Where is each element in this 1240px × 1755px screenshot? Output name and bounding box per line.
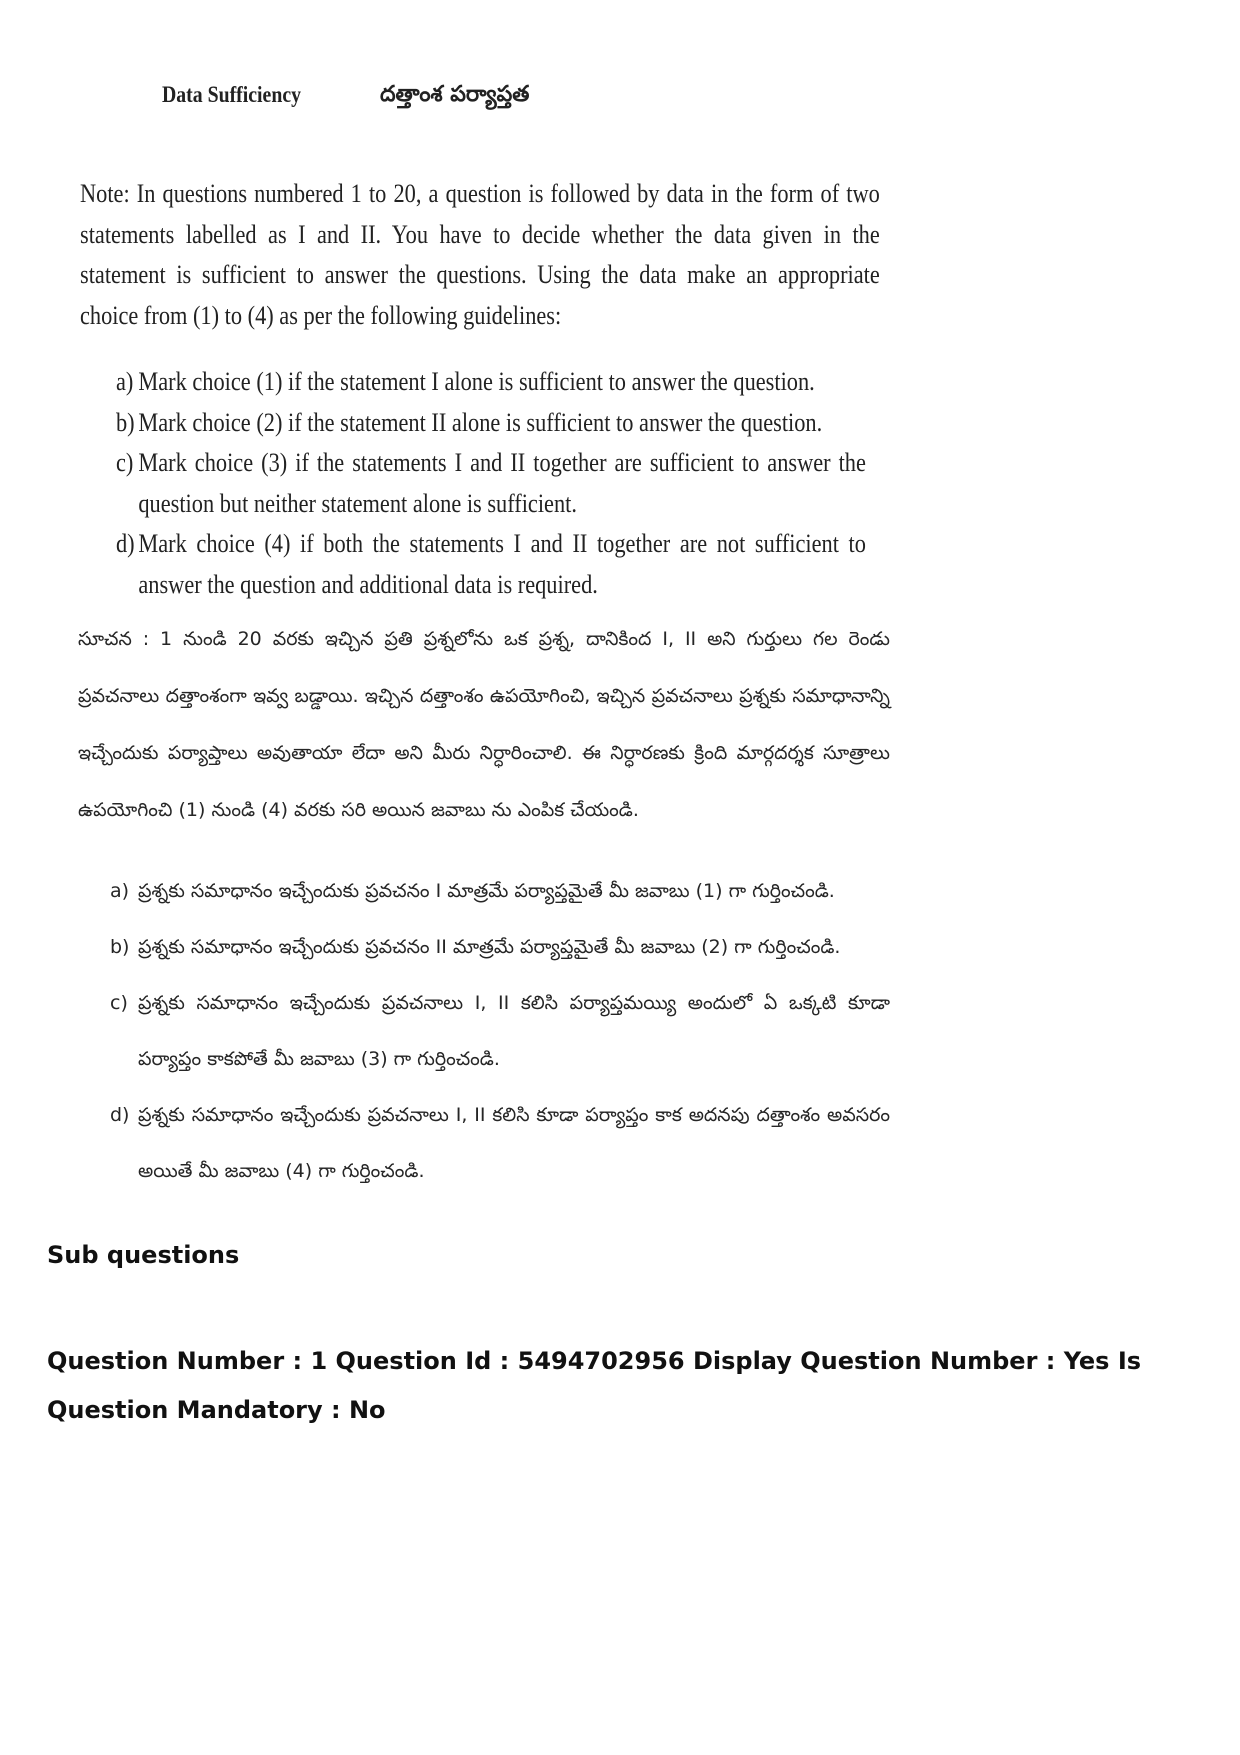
guideline-text: ప్రశ్నకు సమాధానం ఇచ్చేందుకు ప్రవచనాలు I, II కలిసి కూడా పర్యాప్తం కాక అదనపు దత్తాంశం అవసరం అయితే మీ జవాబు (4) గా గుర్తించండి. bbox=[138, 1104, 890, 1182]
guideline-english-item bbox=[116, 403, 866, 444]
guideline-text: Mark choice (4) if both the statements I and II together are not sufficient to answer the question and additional data is required. bbox=[138, 529, 866, 599]
note-english: Note: In questions numbered 1 to 20, a question is followed by data in the form of two statements labelled as I and II. You have to decide whether the data given in the statement is sufficient to answer the questions. Using the data make an appropriate choice from (1) to (4) as per the following guidelines: bbox=[80, 179, 880, 330]
guideline-telugu-item bbox=[110, 975, 890, 1087]
guideline-marker: b) bbox=[116, 407, 135, 437]
section-heading bbox=[162, 70, 908, 130]
guideline-text: Mark choice (3) if the statements I and II together are sufficient to answer the question but neither statement alone is sufficient. bbox=[138, 448, 866, 518]
guideline-text: ప్రశ్నకు సమాధానం ఇచ్చేందుకు ప్రవచనం II మాత్రమే పర్యాప్తమైతే మీ జవాబు (2) గా గుర్తించండి. bbox=[138, 936, 841, 958]
guideline-marker: a) bbox=[116, 367, 134, 396]
guideline-marker: d) bbox=[116, 529, 135, 558]
guideline-marker: c) bbox=[110, 992, 128, 1014]
guideline-marker: b) bbox=[110, 936, 130, 958]
guideline-english-item bbox=[116, 524, 866, 605]
guideline-text: ప్రశ్నకు సమాధానం ఇచ్చేందుకు ప్రవచనాలు I, II కలిసి పర్యాప్తమయ్యి అందులో ఏ ఒక్కటి కూడా పర్యాప్తం కాకపోతే మీ జవాబు (3) గా గుర్తించండి. bbox=[138, 992, 890, 1070]
guidelines-telugu bbox=[110, 863, 890, 1199]
scanned-instructions bbox=[68, 70, 908, 1199]
note-telugu: సూచన : 1 నుండి 20 వరకు ఇచ్చిన ప్రతి ప్రశ్నలోను ఒక ప్రశ్న, దానికింద I, II అని గుర్తులు గల రెండు ప్రవచనాలు దత్తాంశంగా ఇవ్వ బడ్డాయి. ఇచ్చిన దత్తాంశం ఉపయోగించి, ఇచ్చిన ప్రవచనాలు ప్రశ్నకు సమాధానాన్ని ఇచ్చేందుకు పర్యాప్తాలు అవుతాయా లేదా అని మీరు నిర్ధారించాలి. ఈ నిర్ధారణకు క్రింది మార్గదర్శక సూత్రాలు ఉపయోగించి (1) నుండి (4) వరకు సరి అయిన జవాబు ను ఎంపిక చేయండి. bbox=[78, 628, 890, 821]
guideline-telugu-item bbox=[110, 863, 890, 919]
guidelines-english bbox=[116, 362, 866, 605]
guideline-marker: d) bbox=[110, 1104, 130, 1126]
question-metadata: Question Number : 1 Question Id : 5494702956 Display Question Number : Yes Is Question Mandatory : No bbox=[47, 1347, 1142, 1424]
guideline-telugu-item bbox=[110, 1087, 890, 1199]
guideline-text: Mark choice (2) if the statement II alone is sufficient to answer the question. bbox=[138, 407, 823, 437]
guideline-english-item bbox=[116, 443, 866, 524]
guideline-telugu-item bbox=[110, 919, 890, 975]
heading-english: Data Sufficiency bbox=[162, 82, 301, 107]
guideline-english-item bbox=[116, 362, 866, 403]
guideline-marker: c) bbox=[116, 448, 134, 477]
guideline-text: Mark choice (1) if the statement I alone is sufficient to answer the question. bbox=[138, 367, 815, 396]
sub-questions-heading: Sub questions bbox=[47, 1241, 240, 1269]
guideline-text: ప్రశ్నకు సమాధానం ఇచ్చేందుకు ప్రవచనం I మాత్రమే పర్యాప్తమైతే మీ జవాబు (1) గా గుర్తించండి. bbox=[138, 880, 835, 902]
guideline-marker: a) bbox=[110, 880, 130, 902]
heading-telugu: దత్తాంశ పర్యాప్తత bbox=[380, 82, 530, 107]
